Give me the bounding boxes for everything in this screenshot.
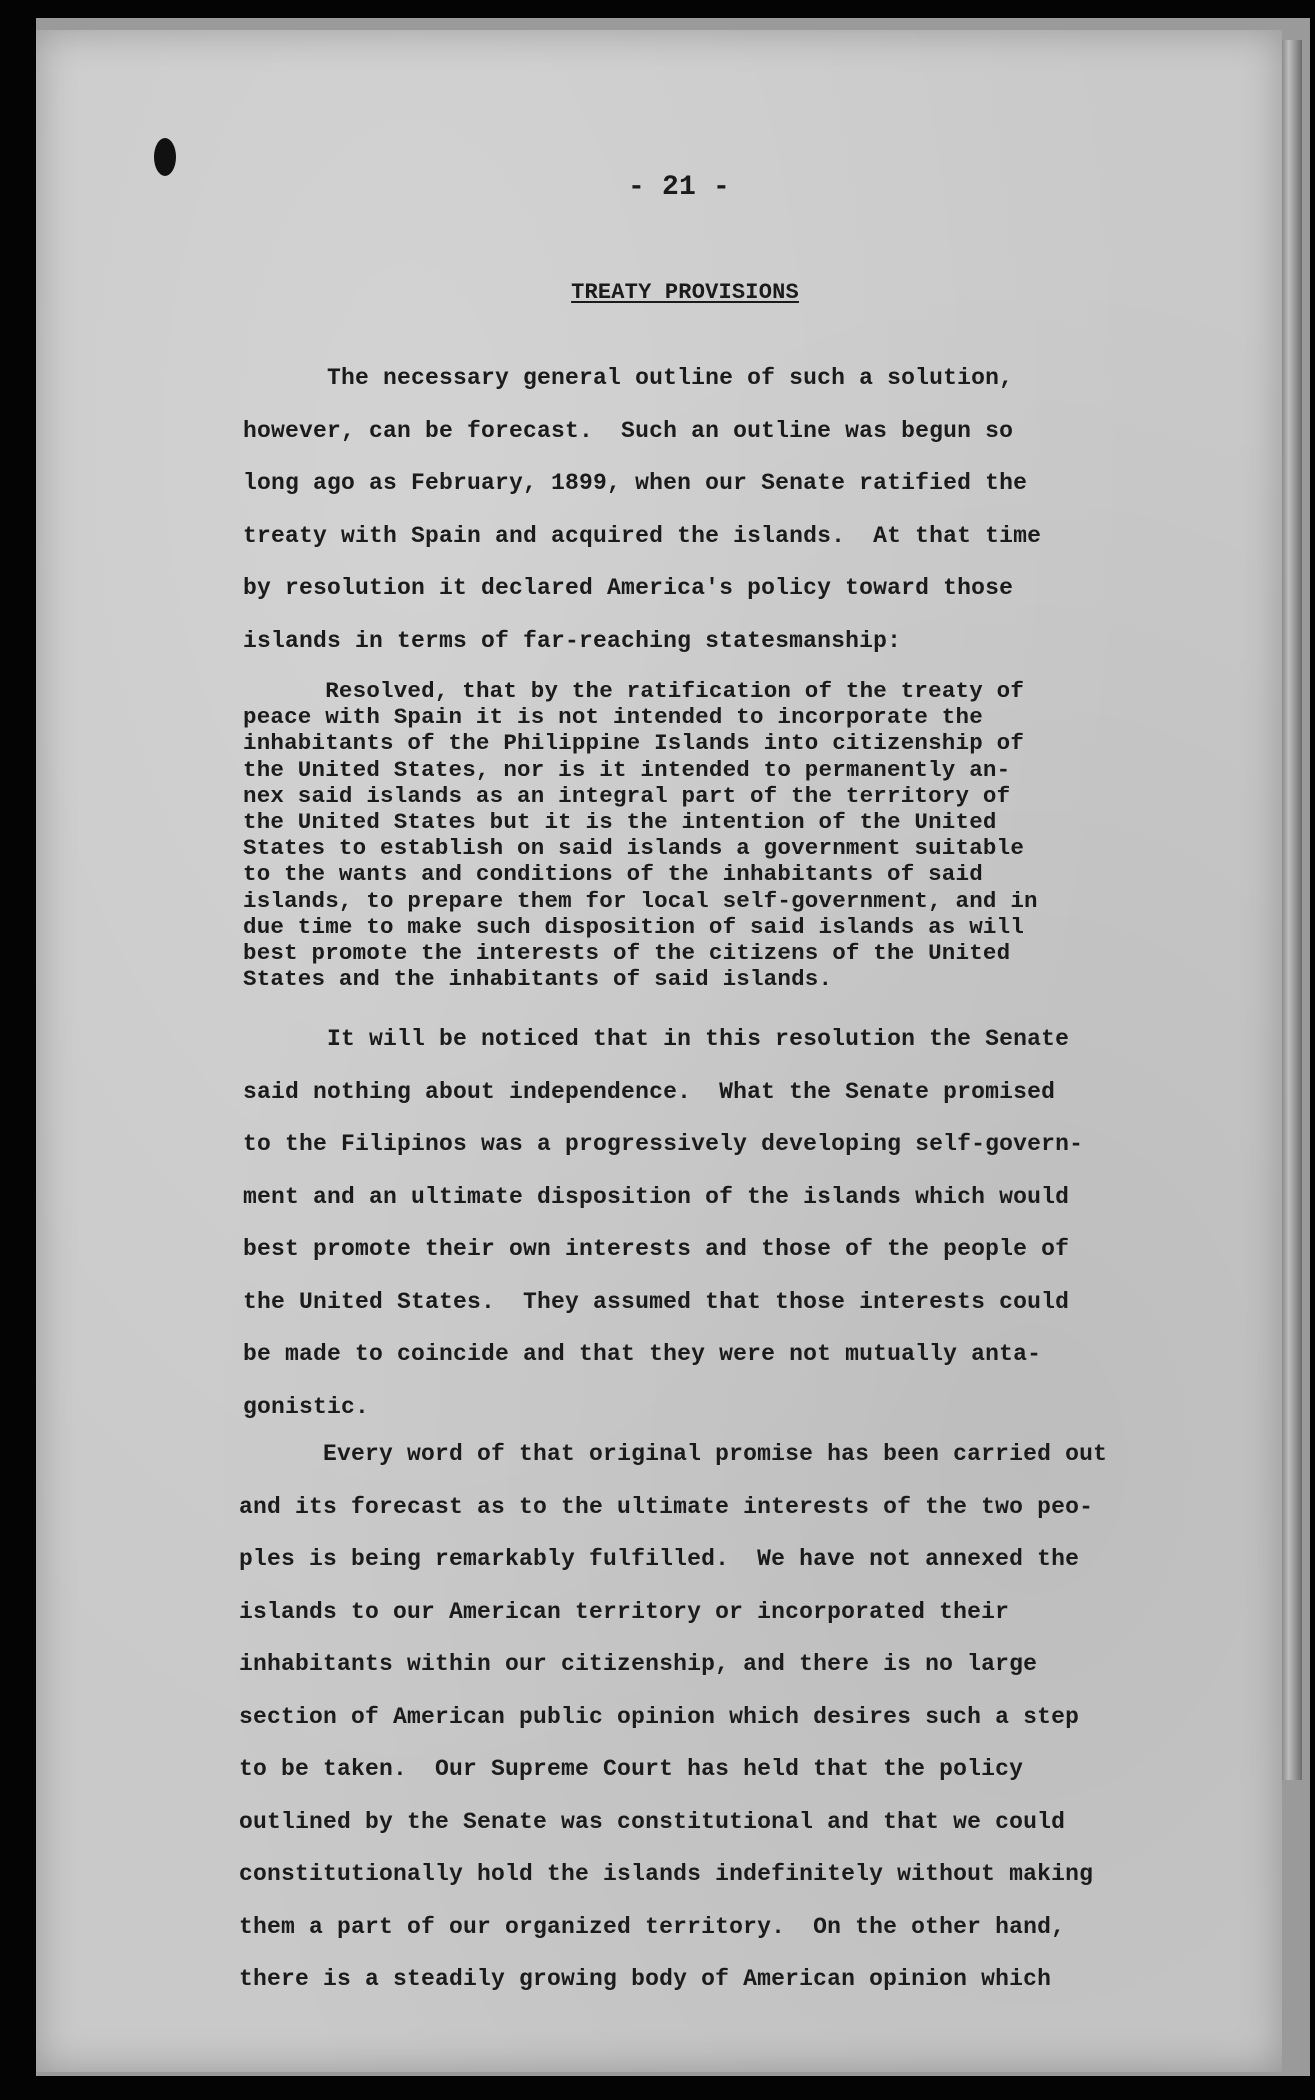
stacked-pages-edge	[1280, 40, 1302, 1780]
section-heading: TREATY PROVISIONS	[571, 280, 799, 305]
senate-resolution-quote: Resolved, that by the ratification of the treaty of peace with Spain it is not intended to incorporate the inhabitants of the Philippine Islands into citizenship of the United States, nor is it intended to permanently an- nex said islands as an integral part of the territory of the United States but it is the intention of the United States to establish on said islands a government suitable to the wants and conditions of the inhabitants of said islands, to prepare them for local self-government, and in due time to make such disposition of said islands as will best promote the interests of the citizens of the United States and the inhabitants of said islands.	[243, 678, 1038, 993]
punch-hole-mark	[154, 138, 176, 176]
paragraph-promise: Every word of that original promise has been carried out and its forecast as to the ultimate interests of the two peo- ples is being remarkably fulfilled. We have not annexed the islands to our American territory or incorporated their inhabitants within our citizenship, and there is no large section of American public opinion which desires such a step to be taken. Our Supreme Court has held that the policy outlined by the Senate was constitutional and that we could constitutionally hold the islands indefinitely without making them a part of our organized territory. On the other hand, there is a steadily growing body of American opinion which	[239, 1441, 1108, 1992]
paragraph-independence: It will be noticed that in this resolution the Senate said nothing about independence. What the Senate promised to the Filipinos was a progressively developing self-govern- ment and an ultimate disposition of the islands which would best promote their own interests and those of the people of the United States. They assumed that those interests could be made to coincide and that they were not mutually anta- gonistic.	[243, 1026, 1084, 1420]
page-number: - 21 -	[627, 172, 731, 203]
document-page	[36, 30, 1282, 2072]
paragraph-intro: The necessary general outline of such a solution, however, can be forecast. Such an outline was begun so long ago as February, 1899, when our Senate ratified the treaty with Spain and acquired the islands. At that time by resolution it declared America's policy toward those islands in terms of far-reaching statesmanship:	[243, 365, 1042, 654]
